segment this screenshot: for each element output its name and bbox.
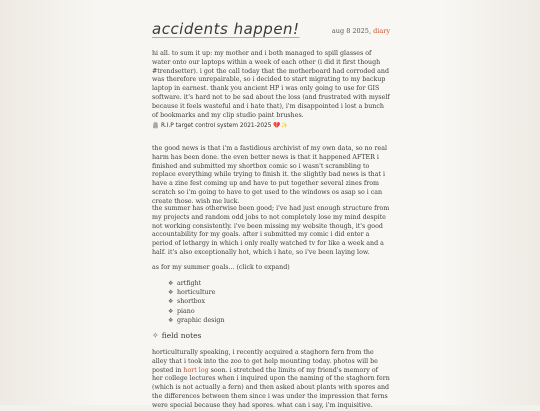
sparkle-icon: ✧	[152, 331, 159, 340]
image-caption: 🪦 R.I.P target control system 2021-2025 💔✨	[152, 123, 288, 129]
hort-log-link[interactable]: hort log	[183, 366, 209, 374]
bullet-icon: ❖	[168, 289, 174, 297]
post-date: aug 8 2025,	[331, 27, 372, 35]
post-header	[150, 20, 390, 40]
list-item: ❖ artfight	[168, 280, 202, 287]
list-item: ❖ piano	[168, 307, 195, 315]
bullet-icon: ❖	[168, 280, 174, 287]
bullet-icon: ❖	[168, 298, 174, 306]
paragraph-summer: the summer has otherwise been good; i've had just enough structure from my projects and random odd jobs to not completely lose my mind despite not working consistently. i've been missing my website though, it's good accountability for my goals. after i submitted my comic i did enter a period of lethargy in which i only really watched tv for like a week and a half. it's also exceptionally hot, which i hate, so i've been laying low.	[152, 205, 390, 256]
paragraph-field-notes: horticulturally speaking, i recently acquired a staghorn fern from the alley that i took into the zoo to get help mounting today. photos will be posted in hort log soon. i stretched the limits of my friend's memory of her college lectures when i inquired upon the naming of the staghorn fern (which is not actually a fern) and then asked about plants with spores and the differences between them since i was under the impression that ferns were special because they had spores. what can i say, i'm inquisitive.	[152, 349, 390, 409]
list-item: ❖ shortbox	[168, 298, 205, 306]
list-item: ❖ horticulture	[168, 289, 216, 297]
summer-goals-toggle[interactable]: as for my summer goals... (click to expand)	[152, 264, 290, 271]
tag-link-diary[interactable]: diary	[373, 27, 390, 35]
post-title: accidents happen!	[152, 20, 300, 38]
bullet-icon: ❖	[168, 307, 174, 315]
list-item: ❖ graphic design	[168, 316, 225, 324]
goals-list	[168, 279, 225, 325]
paragraph-intro: hi all. to sum it up: my mother and i both managed to spill glasses of water onto our laptops within a week of each other (i did it first though #trendsetter). i got the call today that the motherboard had corroded and was therefore unrepairable, so i decided to start migrating to my backup laptop in earnest. thank you ancient HP i was only going to use for GIS software. it's hard not to be sad about the loss (and frustrated with myself because it feels wasteful and i hate that), i'm disappointed i lost a bunch of bookmarks and my clip studio paint brushes.	[152, 50, 390, 119]
section-heading-field-notes: ✧ field notes	[152, 331, 202, 340]
paragraph-good-news: the good news is that i'm a fastidious archivist of my own data, so no real harm has been done. the even better news is that it happened AFTER i finished and submitted my shortbox comic so i wasn't scrambling to replace everything while trying to finish it. the slightly bad news is that i have a zine fest coming up and have to put together several zines from scratch so i'm going to have to get used to the windows os asap so i can create those. wish me luck.	[152, 145, 387, 205]
post-meta	[332, 27, 390, 35]
bullet-icon: ❖	[168, 316, 174, 324]
